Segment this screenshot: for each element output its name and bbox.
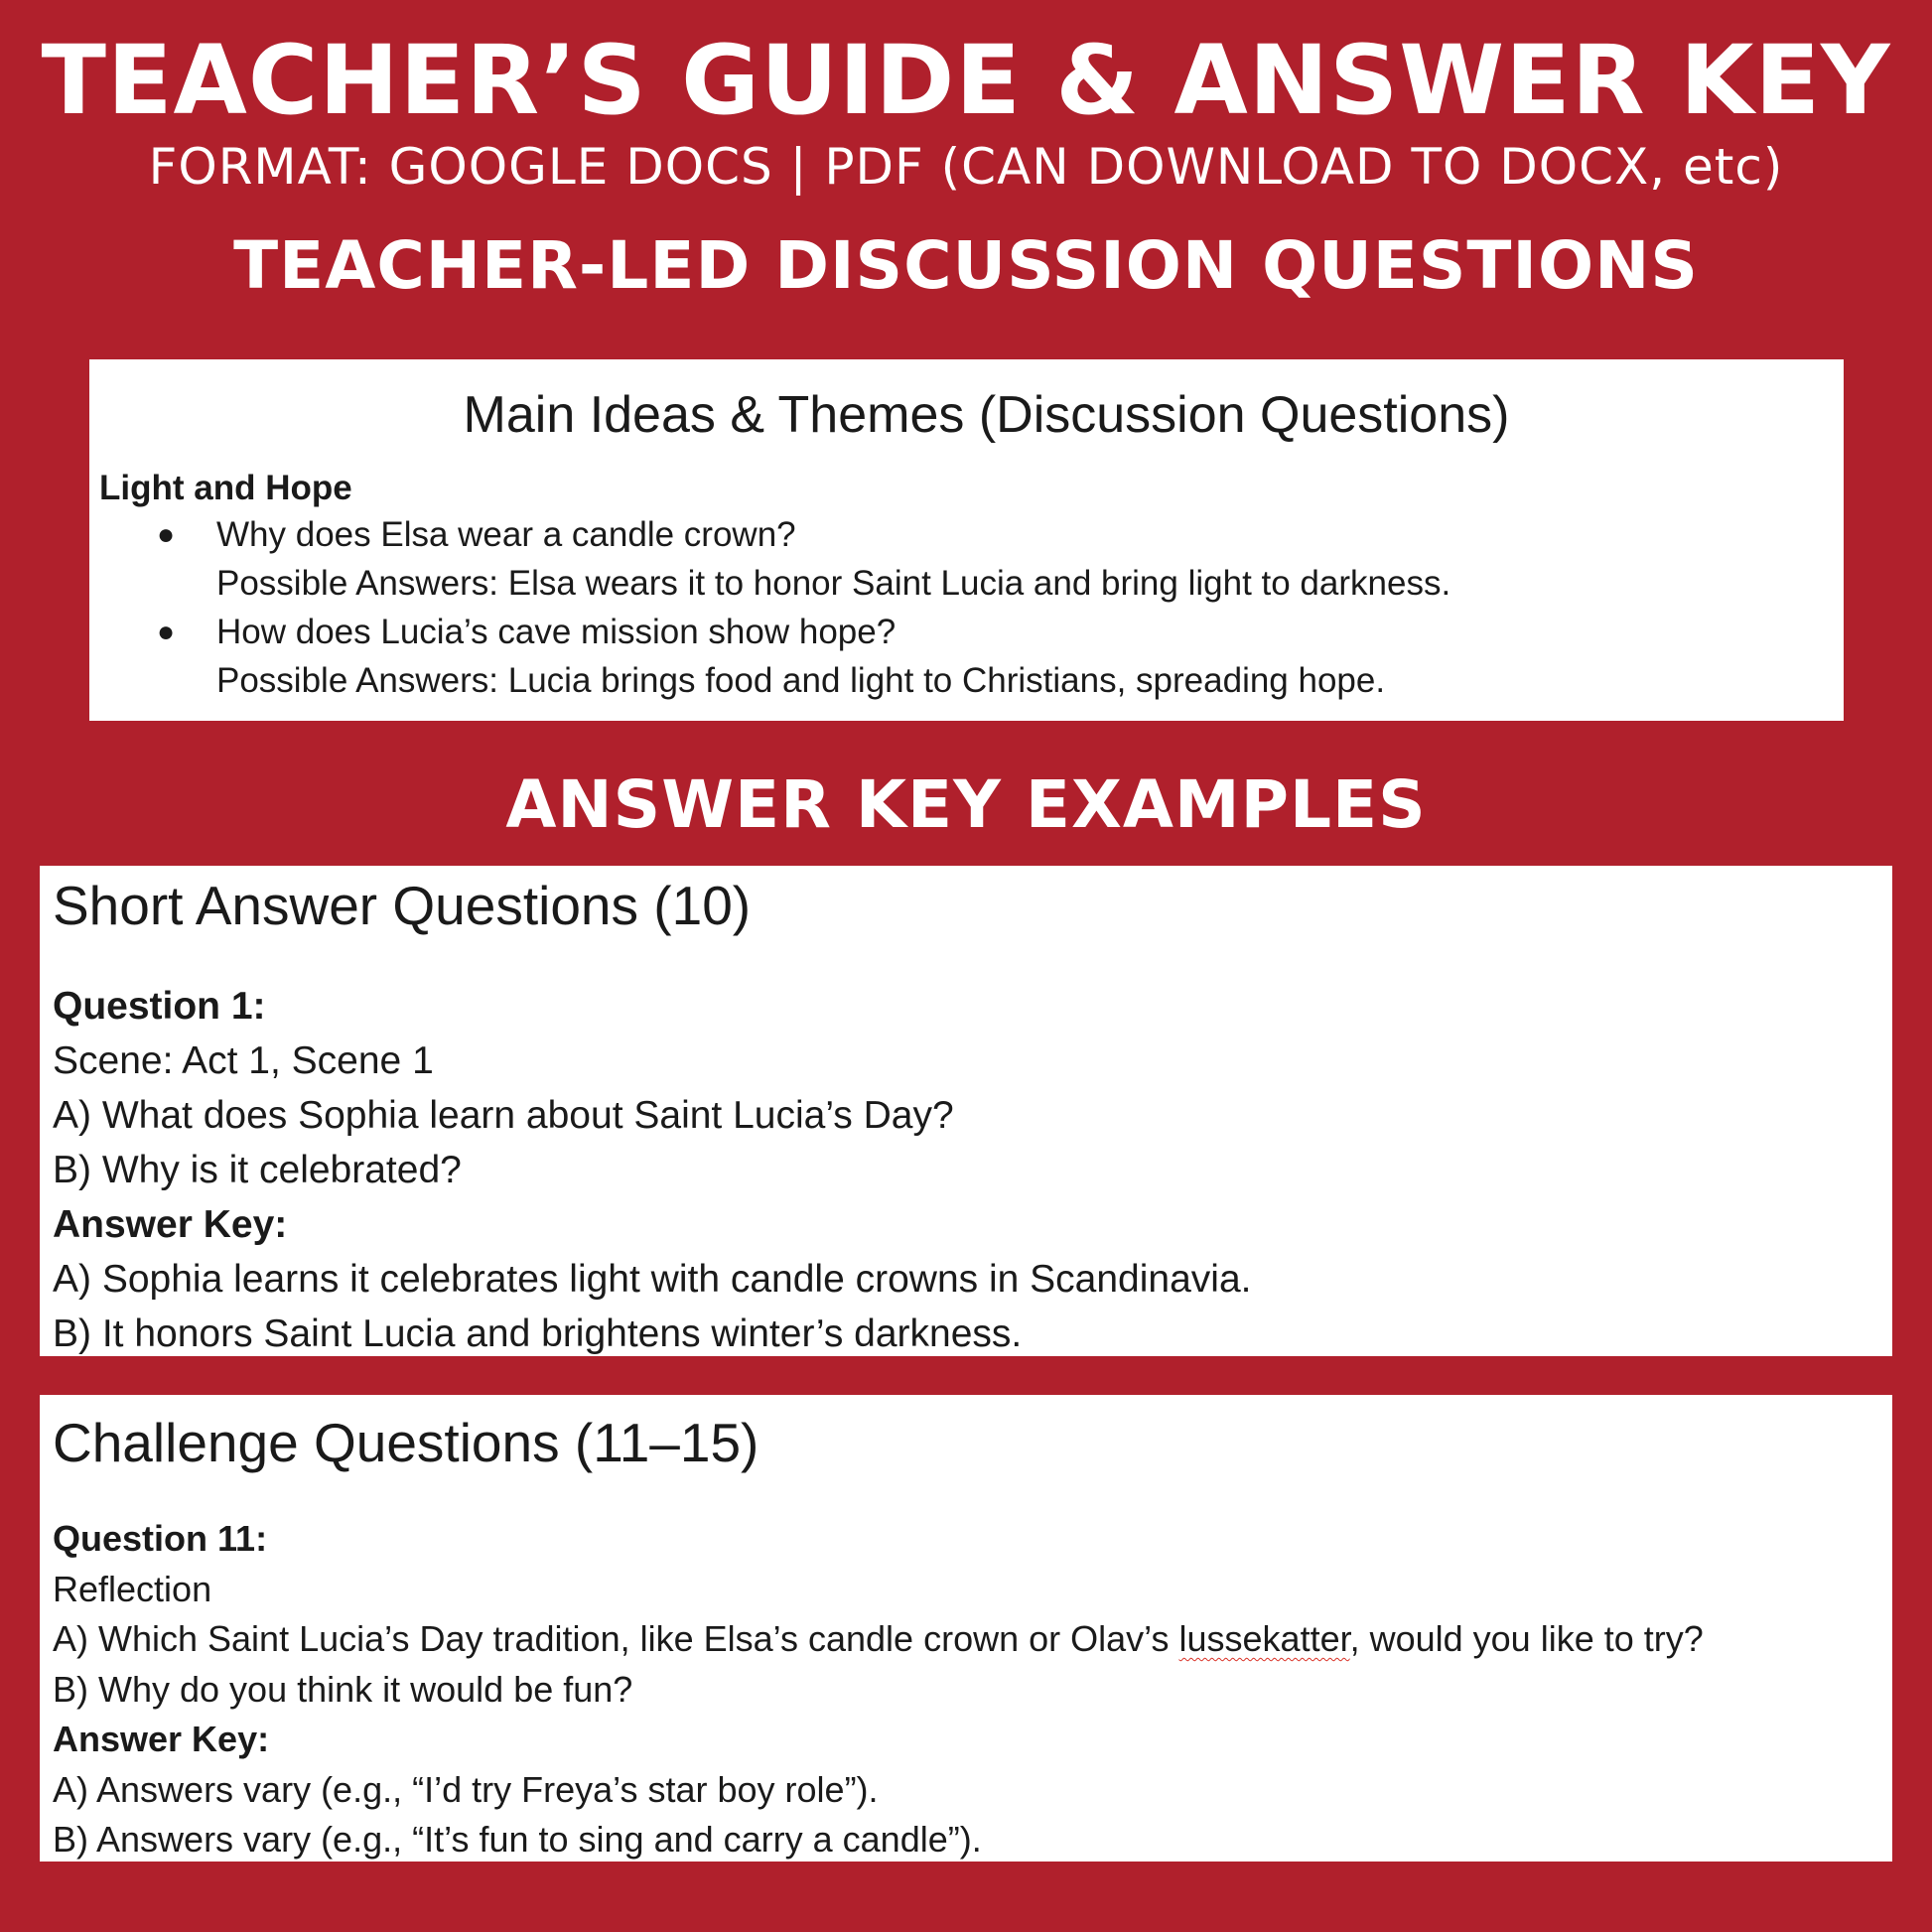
question-block [53, 979, 1251, 1361]
discussion-section-heading: TEACHER-LED DISCUSSION QUESTIONS [233, 227, 1699, 304]
question-part-b: B) Why do you think it would be fun? [53, 1668, 633, 1710]
question-context: Reflection [53, 1568, 212, 1609]
bullet-icon: ● [157, 616, 176, 648]
question-part-a [53, 1614, 1704, 1665]
answer-part-b: B) Answers vary (e.g., “It’s fun to sing and carry a candle”). [53, 1819, 982, 1860]
question-part-a-end: , would you like to try? [1349, 1618, 1704, 1659]
question-part-a: A) What does Sophia learn about Saint Lucia’s Day? [53, 1094, 954, 1137]
challenge-questions-panel [40, 1395, 1892, 1862]
answer-part-a: A) Answers vary (e.g., “I’d try Freya’s star boy role”). [53, 1768, 879, 1810]
answer-part-a: A) Sophia learns it celebrates light with candle crowns in Scandinavia. [53, 1258, 1252, 1301]
question-part-b: B) Why is it celebrated? [53, 1149, 462, 1191]
challenge-title: Challenge Questions (11–15) [53, 1412, 759, 1473]
page-title: TEACHER’S GUIDE & ANSWER KEY [41, 25, 1891, 136]
answer-key-label: Answer Key: [53, 1203, 288, 1246]
list-item [157, 608, 1386, 705]
topic-heading: Light and Hope [99, 469, 352, 507]
format-subtitle: FORMAT: GOOGLE DOCS | PDF (CAN DOWNLOAD TO DOCX, etc) [148, 138, 1784, 196]
short-answer-panel [40, 866, 1892, 1356]
answer-part-b: B) It honors Saint Lucia and brightens winter’s darkness. [53, 1312, 1023, 1355]
question-label: Question 11: [53, 1518, 268, 1559]
answer-key-label: Answer Key: [53, 1719, 270, 1759]
list-item [157, 510, 1451, 608]
question-context: Scene: Act 1, Scene 1 [53, 1039, 434, 1082]
discussion-question: Why does Elsa wear a candle crown? [216, 515, 796, 554]
question-part-a-start: A) Which Saint Lucia’s Day tradition, like Elsa’s candle crown or Olav’s [53, 1618, 1179, 1659]
answer-key-section-heading: ANSWER KEY EXAMPLES [505, 766, 1427, 843]
short-answer-title: Short Answer Questions (10) [53, 875, 752, 936]
bullet-icon: ● [157, 518, 176, 551]
question-label: Question 1: [53, 985, 266, 1028]
discussion-panel-title: Main Ideas & Themes (Discussion Questions) [463, 386, 1510, 444]
discussion-answer: Possible Answers: Elsa wears it to honor Saint Lucia and bring light to darkness. [216, 564, 1451, 603]
discussion-question: How does Lucia’s cave mission show hope? [216, 613, 897, 651]
spellcheck-flagged-word: lussekatter [1178, 1618, 1350, 1659]
discussion-answer: Possible Answers: Lucia brings food and light to Christians, spreading hope. [216, 661, 1386, 700]
discussion-questions-panel [89, 359, 1844, 721]
question-block [53, 1514, 1704, 1865]
